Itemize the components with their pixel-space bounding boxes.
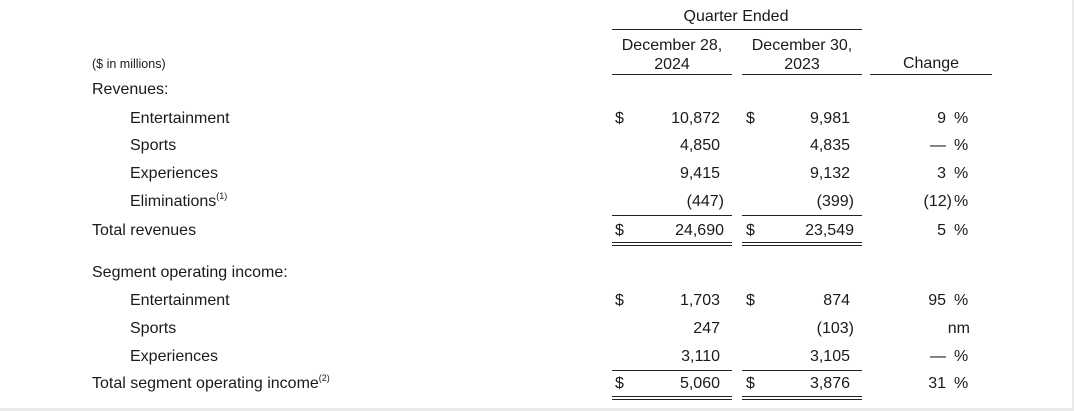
change-value: — xyxy=(930,137,946,154)
row-label xyxy=(130,165,218,183)
column-header-2024-line2: 2024 xyxy=(654,56,690,73)
percent-sign: % xyxy=(954,375,969,392)
value-2023: (103) xyxy=(816,320,854,337)
row-label-text: Entertainment xyxy=(130,110,230,127)
subtotal-rule-2024 xyxy=(612,215,732,216)
value-2023: 9,132 xyxy=(809,165,850,182)
column-header-change: Change xyxy=(902,55,960,72)
footnote-marker: (2) xyxy=(318,373,330,383)
row-label xyxy=(130,137,176,155)
value-2024: 3,110 xyxy=(681,348,720,365)
percent-sign: % xyxy=(954,292,969,309)
currency-symbol: $ xyxy=(746,110,755,127)
units-note: ($ in millions) xyxy=(92,57,166,71)
column-header-2024-line1: December 28, xyxy=(621,37,723,54)
change-value: 5 xyxy=(937,222,946,239)
change-value: nm xyxy=(947,320,970,337)
segment-subtotal-rule-2024 xyxy=(612,370,732,371)
quarter-ended-header: Quarter Ended xyxy=(683,8,789,25)
value-2024: 4,850 xyxy=(679,137,720,154)
row-label-text: Eliminations xyxy=(130,193,217,210)
change-value: 31 xyxy=(928,375,946,392)
footnote-marker: (1) xyxy=(216,191,228,201)
row-label xyxy=(130,320,176,338)
currency-symbol: $ xyxy=(615,110,624,127)
value-2024: 10,872 xyxy=(671,110,720,127)
row-label xyxy=(130,292,230,310)
row-label-text: Total revenues xyxy=(92,222,197,239)
change-value: 3 xyxy=(937,165,946,182)
total-segment-income-2023: 3,876 xyxy=(809,375,850,392)
row-label-text: Experiences xyxy=(130,165,219,182)
column-header-2023 xyxy=(740,36,864,74)
total-segment-income-2024: 5,060 xyxy=(679,375,720,392)
segment-section-label: Segment operating income: xyxy=(92,264,288,281)
row-label-text: Entertainment xyxy=(130,292,230,309)
segment-total-double-rule-2023 xyxy=(742,396,862,400)
row-label xyxy=(130,193,227,211)
header-group-rule xyxy=(612,29,862,30)
percent-sign: % xyxy=(954,165,969,182)
row-label-text: Sports xyxy=(130,137,177,154)
column-header-2024 xyxy=(610,36,734,74)
column-header-2023-line2: 2023 xyxy=(784,56,820,73)
change-value: (12) xyxy=(923,193,952,210)
row-label-text: Total segment operating income xyxy=(92,375,319,392)
percent-sign: % xyxy=(954,222,969,239)
change-value: 9 xyxy=(937,110,946,127)
change-value: — xyxy=(930,348,946,365)
percent-sign: % xyxy=(954,110,969,127)
column-change-rule xyxy=(870,74,992,75)
total-double-rule-2024 xyxy=(612,242,732,246)
currency-symbol: $ xyxy=(615,292,624,309)
total-revenues-2023: 23,549 xyxy=(805,222,854,239)
revenues-section-label: Revenues: xyxy=(92,81,169,98)
subtotal-rule-2023 xyxy=(742,215,862,216)
column-2023-rule xyxy=(742,74,862,75)
currency-symbol: $ xyxy=(746,292,755,309)
total-double-rule-2023 xyxy=(742,242,862,246)
segment-total-double-rule-2024 xyxy=(612,396,732,400)
column-2024-rule xyxy=(612,74,732,75)
value-2024: 247 xyxy=(693,320,720,337)
percent-sign: % xyxy=(954,137,969,154)
value-2024: 9,415 xyxy=(679,165,720,182)
value-2024: 1,703 xyxy=(679,292,720,309)
column-header-2023-line1: December 30, xyxy=(751,37,853,54)
currency-symbol: $ xyxy=(615,222,624,239)
percent-sign: % xyxy=(954,348,969,365)
total-revenues-label xyxy=(92,222,196,240)
percent-sign: % xyxy=(954,193,969,210)
value-2024: (447) xyxy=(686,193,724,210)
row-label-text: Sports xyxy=(130,320,177,337)
total-revenues-2024: 24,690 xyxy=(675,222,724,239)
currency-symbol: $ xyxy=(746,375,755,392)
value-2023: 874 xyxy=(823,292,850,309)
currency-symbol: $ xyxy=(746,222,755,239)
row-label-text: Experiences xyxy=(130,348,219,365)
currency-symbol: $ xyxy=(615,375,624,392)
value-2023: 4,835 xyxy=(809,137,850,154)
row-label xyxy=(130,348,218,366)
row-label xyxy=(130,110,230,128)
change-value: 95 xyxy=(928,292,946,309)
total-segment-income-label xyxy=(92,375,330,393)
value-2023: (399) xyxy=(816,193,854,210)
segment-subtotal-rule-2023 xyxy=(742,370,862,371)
value-2023: 9,981 xyxy=(809,110,850,127)
value-2023: 3,105 xyxy=(809,348,850,365)
